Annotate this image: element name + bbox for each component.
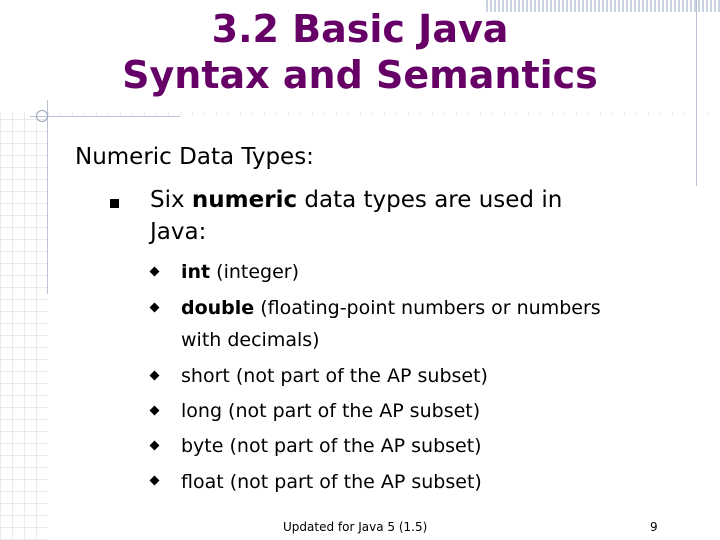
left-vertical-rule xyxy=(47,100,48,294)
square-bullet-icon xyxy=(110,199,119,208)
type-keyword: int xyxy=(181,261,211,283)
slide-title xyxy=(60,6,660,98)
title-line-2: Syntax and Semantics xyxy=(122,53,598,97)
type-keyword: double xyxy=(181,297,255,319)
type-description: (floating-point numbers or numbers xyxy=(254,297,601,319)
sub-bullet-double xyxy=(181,292,681,356)
sub-bullet-long: long (not part of the AP subset) xyxy=(181,400,481,422)
circle-ornament-icon xyxy=(36,110,48,122)
section-heading: Numeric Data Types: xyxy=(75,144,314,170)
type-description: (integer) xyxy=(210,261,300,283)
sub-bullet-short: short (not part of the AP subset) xyxy=(181,365,488,387)
sub-bullet-int xyxy=(181,256,681,288)
level1-bullet-text xyxy=(150,184,670,248)
sub-bullet-float: float (not part of the AP subset) xyxy=(181,471,482,493)
bullet-line-2: Java: xyxy=(150,219,207,245)
title-line-1: 3.2 Basic Java xyxy=(211,7,509,51)
sub-bullet-byte: byte (not part of the AP subset) xyxy=(181,435,482,457)
horizontal-rule xyxy=(30,116,180,117)
right-vertical-rule xyxy=(696,0,697,186)
footer-text: Updated for Java 5 (1.5) xyxy=(283,520,428,534)
bullet-prefix: Six xyxy=(150,187,192,213)
page-number: 9 xyxy=(650,520,658,534)
bullet-emphasis: numeric xyxy=(191,187,298,213)
bullet-suffix: data types are used in xyxy=(297,187,563,213)
type-description-continuation: with decimals) xyxy=(181,329,320,351)
